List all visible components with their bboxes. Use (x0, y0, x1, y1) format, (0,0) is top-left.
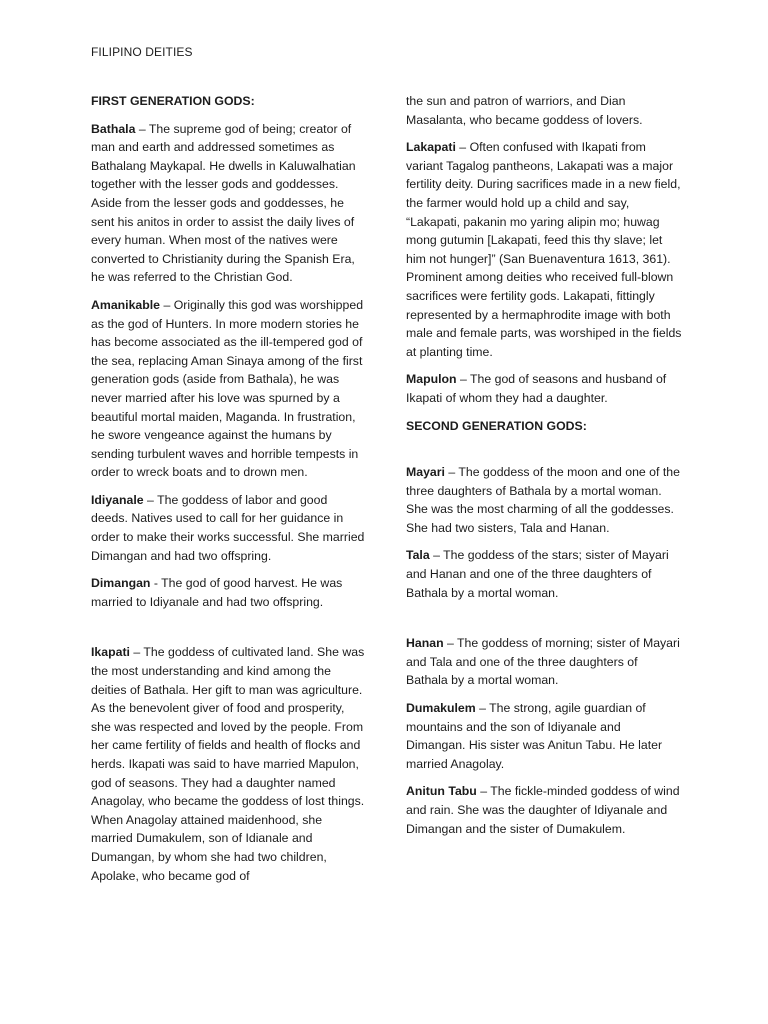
document-title: FILIPINO DEITIES (91, 45, 193, 59)
deity-entry-anitun-tabu (406, 782, 682, 838)
deity-name: Anitun Tabu (406, 784, 477, 799)
deity-name: Lakapati (406, 140, 456, 155)
deity-entry-bathala (91, 120, 367, 287)
deity-description: – The goddess of cultivated land. She was the most understanding and kind among the deities of Bathala. Her gift to man was agriculture. As the benevolent giver of food and prosperity, she was respected and loved by the people. From her came fertility of fields and health of flocks and herds. Ikapati was said to have married Mapulon, god of seasons. They had a daughter named Anagolay, who became the goddess of lost things. When Anagolay attained maidenhood, she married Dumakulem, son of Idianale and Dumangan, by whom she had two children, Apolake, who became god of (91, 645, 365, 883)
deity-description: – The strong, agile guardian of mountains and the son of Idiyanale and Dimangan. His sister was Anitun Tabu. He later married Anagolay. (406, 701, 663, 771)
deity-name: Ikapati (91, 645, 130, 660)
deity-entry-amanikable (91, 296, 367, 482)
deity-name: Dimangan (91, 576, 151, 591)
left-column (91, 92, 367, 894)
deity-entry-mapulon (406, 370, 682, 407)
deity-name: Dumakulem (406, 701, 476, 716)
deity-entry-hanan (406, 634, 682, 690)
deity-entry-dumakulem (406, 699, 682, 773)
deity-description: – The goddess of morning; sister of Mayari and Tala and one of the three daughters of Bathala by a mortal woman. (406, 636, 680, 688)
deity-description: – The supreme god of being; creator of man and earth and addressed sometimes as Bathalang Maykapal. He dwells in Kaluwalhatian together with the lesser gods and goddesses. Aside from the lesser gods and goddesses, he sent his anitos in order to assist the daily lives of every human. When most of the natives were converted to Christianity during the Spanish Era, he was referred to the Christian God. (91, 121, 356, 285)
deity-name: Idiyanale (91, 492, 144, 507)
deity-description: – Originally this god was worshipped as the god of Hunters. In more modern stories he has become associated as the ill-tempered god of the sea, replacing Aman Sinaya among of the first generation gods (aside from Bathala), he was never married after his love was spurned by a beautiful mortal maiden, Maganda. In frustration, he swore vengeance against the humans by sending turbulent waves and horrible tempests in order to wreck boats and to drown men. (91, 297, 364, 480)
deity-name: Mayari (406, 465, 445, 480)
deity-entry-tala (406, 546, 682, 602)
deity-description: – Often confused with Ikapati from variant Tagalog pantheons, Lakapati was a major fertility deity. During sacrifices made in a new field, the farmer would hold up a child and say, “Lakapati, pakanin mo yaring alipin mo; huwag mong gutumin [Lakapati, feed this thy slave; let him not hunger]” (San Buenaventura 1613, 361). Prominent among deities who received full-blown sacrifices were fertility gods. Lakapati, fittingly represented by a hermaphrodite image with both male and female parts, was worshiped in the fields at planting time. (406, 140, 682, 359)
deity-entry-ikapati (91, 643, 367, 885)
deity-name: Hanan (406, 636, 444, 651)
deity-description: – The goddess of labor and good deeds. Natives used to call for her guidance in order to make their works successful. She married Dimangan and had two offspring. (91, 492, 365, 563)
deity-description: – The goddess of the moon and one of the three daughters of Bathala by a mortal woman. She was the most charming of all the goddesses. She had two sisters, Tala and Hanan. (406, 465, 680, 535)
deity-description: – The fickle-minded goddess of wind and rain. She was the daughter of Idiyanale and Dimangan and the sister of Dumakulem. (406, 784, 680, 836)
deity-name: Tala (406, 548, 430, 563)
deity-entry-idiyanale (91, 491, 367, 565)
continued-paragraph: the sun and patron of warriors, and Dian Masalanta, who became goddess of lovers. (406, 94, 643, 127)
deity-name: Mapulon (406, 372, 457, 387)
deity-name: Bathala (91, 121, 136, 136)
deity-entry-dimangan (91, 574, 367, 611)
right-column (406, 92, 682, 847)
deity-entry-mayari (406, 463, 682, 537)
deity-entry-lakapati (406, 138, 682, 361)
deity-description: – The goddess of the stars; sister of Mayari and Hanan and one of the three daughters of Bathala by a mortal woman. (406, 548, 669, 600)
second-generation-heading: SECOND GENERATION GODS: (406, 418, 587, 433)
first-generation-heading: FIRST GENERATION GODS: (91, 94, 255, 108)
deity-description: - The god of good harvest. He was married to Idiyanale and had two offspring. (91, 576, 343, 609)
deity-description: – The god of seasons and husband of Ikapati of whom they had a daughter. (406, 372, 667, 405)
deity-name: Amanikable (91, 297, 161, 312)
